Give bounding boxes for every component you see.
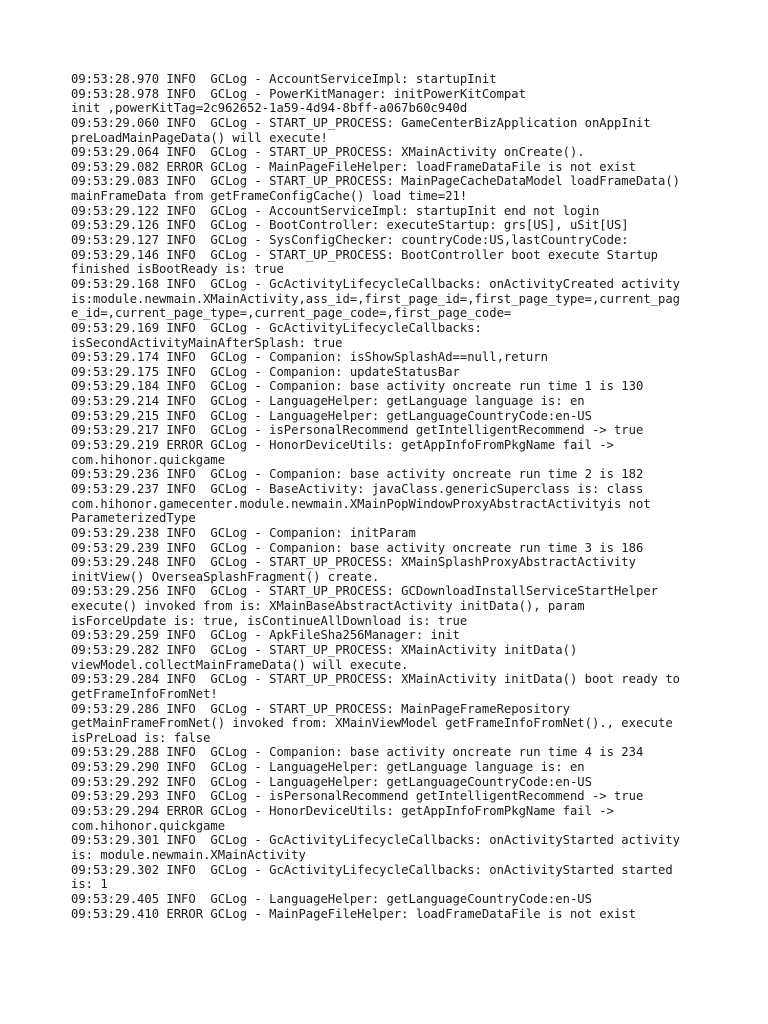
- log-line: initView() OverseaSplashFragment() create.: [71, 569, 380, 584]
- log-line: is: 1: [71, 877, 108, 892]
- log-line: preLoadMainPageData() will execute!: [71, 130, 328, 145]
- log-line: 09:53:29.082 ERROR GCLog - MainPageFileHelper: loadFrameDataFile is not exist: [71, 159, 636, 174]
- log-line: 09:53:29.290 INFO GCLog - LanguageHelper: getLanguage language is: en: [71, 760, 585, 775]
- log-line: 09:53:29.175 INFO GCLog - Companion: updateStatusBar: [71, 364, 460, 379]
- log-line: is: module.newmain.XMainActivity: [71, 847, 306, 862]
- log-line: 09:53:28.978 INFO GCLog - PowerKitManager: initPowerKitCompat: [71, 86, 526, 101]
- log-line: 09:53:29.214 INFO GCLog - LanguageHelper: getLanguage language is: en: [71, 394, 585, 409]
- log-line: 09:53:29.293 INFO GCLog - isPersonalRecommend getIntelligentRecommend -> true: [71, 789, 644, 804]
- log-line: 09:53:29.219 ERROR GCLog - HonorDeviceUtils: getAppInfoFromPkgName fail ->: [71, 438, 614, 453]
- log-line: 09:53:29.127 INFO GCLog - SysConfigChecker: countryCode:US,lastCountryCode:: [71, 233, 629, 248]
- log-line: mainFrameData from getFrameConfigCache() load time=21!: [71, 189, 468, 204]
- log-line: 09:53:29.146 INFO GCLog - START_UP_PROCESS: BootController boot execute Startup: [71, 247, 658, 262]
- log-line: 09:53:28.970 INFO GCLog - AccountServiceImpl: startupInit: [71, 72, 497, 86]
- log-line: 09:53:29.256 INFO GCLog - START_UP_PROCESS: GCDownloadInstallServiceStartHelper: [71, 584, 658, 599]
- log-line: 09:53:29.060 INFO GCLog - START_UP_PROCESS: GameCenterBizApplication onAppInit: [71, 115, 651, 130]
- log-line: 09:53:29.288 INFO GCLog - Companion: base activity oncreate run time 4 is 234: [71, 745, 644, 760]
- log-line: 09:53:29.302 INFO GCLog - GcActivityLifecycleCallbacks: onActivityStarted started: [71, 862, 673, 877]
- log-line: com.hihonor.quickgame: [71, 452, 226, 467]
- log-line: viewModel.collectMainFrameData() will execute.: [71, 657, 409, 672]
- log-line: com.hihonor.quickgame: [71, 818, 226, 833]
- log-line: 09:53:29.215 INFO GCLog - LanguageHelper: getLanguageCountryCode:en-US: [71, 408, 592, 423]
- log-line: 09:53:29.301 INFO GCLog - GcActivityLifecycleCallbacks: onActivityStarted activity: [71, 833, 681, 848]
- log-document: [71, 72, 711, 921]
- log-line: getFrameInfoFromNet!: [71, 686, 218, 701]
- log-line: isPreLoad is: false: [71, 730, 211, 745]
- log-line: finished isBootReady is: true: [71, 262, 284, 277]
- log-line: 09:53:29.286 INFO GCLog - START_UP_PROCESS: MainPageFrameRepository: [71, 701, 570, 716]
- log-line: 09:53:29.169 INFO GCLog - GcActivityLifecycleCallbacks:: [71, 320, 482, 335]
- log-line: 09:53:29.292 INFO GCLog - LanguageHelper: getLanguageCountryCode:en-US: [71, 774, 592, 789]
- log-line: 09:53:29.083 INFO GCLog - START_UP_PROCESS: MainPageCacheDataModel loadFrameData(): [71, 174, 681, 189]
- log-line: 09:53:29.238 INFO GCLog - Companion: initParam: [71, 525, 416, 540]
- log-line: 09:53:29.237 INFO GCLog - BaseActivity: javaClass.genericSuperclass is: class: [71, 481, 644, 496]
- log-line: 09:53:29.064 INFO GCLog - START_UP_PROCESS: XMainActivity onCreate().: [71, 145, 585, 160]
- log-line: 09:53:29.259 INFO GCLog - ApkFileSha256Manager: init: [71, 628, 460, 643]
- log-line: 09:53:29.126 INFO GCLog - BootController: executeStartup: grs[US], uSit[US]: [71, 218, 629, 233]
- log-line: 09:53:29.239 INFO GCLog - Companion: base activity oncreate run time 3 is 186: [71, 540, 644, 555]
- log-line: isForceUpdate is: true, isContinueAllDownload is: true: [71, 613, 468, 628]
- log-line: ParameterizedType: [71, 511, 196, 526]
- log-line: 09:53:29.410 ERROR GCLog - MainPageFileHelper: loadFrameDataFile is not exist: [71, 906, 636, 921]
- log-line: 09:53:29.168 INFO GCLog - GcActivityLifecycleCallbacks: onActivityCreated activity: [71, 276, 681, 291]
- log-line: 09:53:29.184 INFO GCLog - Companion: base activity oncreate run time 1 is 130: [71, 379, 644, 394]
- log-line: 09:53:29.174 INFO GCLog - Companion: isShowSplashAd==null,return: [71, 350, 548, 365]
- log-line: 09:53:29.236 INFO GCLog - Companion: base activity oncreate run time 2 is 182: [71, 467, 644, 482]
- log-line: execute() invoked from is: XMainBaseAbstractActivity initData(), param: [71, 599, 585, 614]
- log-line: is:module.newmain.XMainActivity,ass_id=,first_page_id=,first_page_type=,current_pag: [71, 291, 681, 306]
- log-line: e_id=,current_page_type=,current_page_code=,first_page_code=: [71, 306, 512, 321]
- log-line: init ,powerKitTag=2c962652-1a59-4d94-8bff-a067b60c940d: [71, 101, 468, 116]
- log-line: 09:53:29.282 INFO GCLog - START_UP_PROCESS: XMainActivity initData(): [71, 642, 578, 657]
- log-line: 09:53:29.405 INFO GCLog - LanguageHelper: getLanguageCountryCode:en-US: [71, 891, 592, 906]
- log-line: 09:53:29.122 INFO GCLog - AccountServiceImpl: startupInit end not login: [71, 203, 600, 218]
- log-line: 09:53:29.294 ERROR GCLog - HonorDeviceUtils: getAppInfoFromPkgName fail ->: [71, 804, 614, 819]
- log-line: isSecondActivityMainAfterSplash: true: [71, 335, 343, 350]
- log-line: getMainFrameFromNet() invoked from: XMainViewModel getFrameInfoFromNet()., execute: [71, 716, 673, 731]
- log-line: 09:53:29.284 INFO GCLog - START_UP_PROCESS: XMainActivity initData() boot ready to: [71, 672, 681, 687]
- log-line: 09:53:29.217 INFO GCLog - isPersonalRecommend getIntelligentRecommend -> true: [71, 423, 644, 438]
- log-line: com.hihonor.gamecenter.module.newmain.XMainPopWindowProxyAbstractActivityis not: [71, 496, 651, 511]
- log-line: 09:53:29.248 INFO GCLog - START_UP_PROCESS: XMainSplashProxyAbstractActivity: [71, 555, 636, 570]
